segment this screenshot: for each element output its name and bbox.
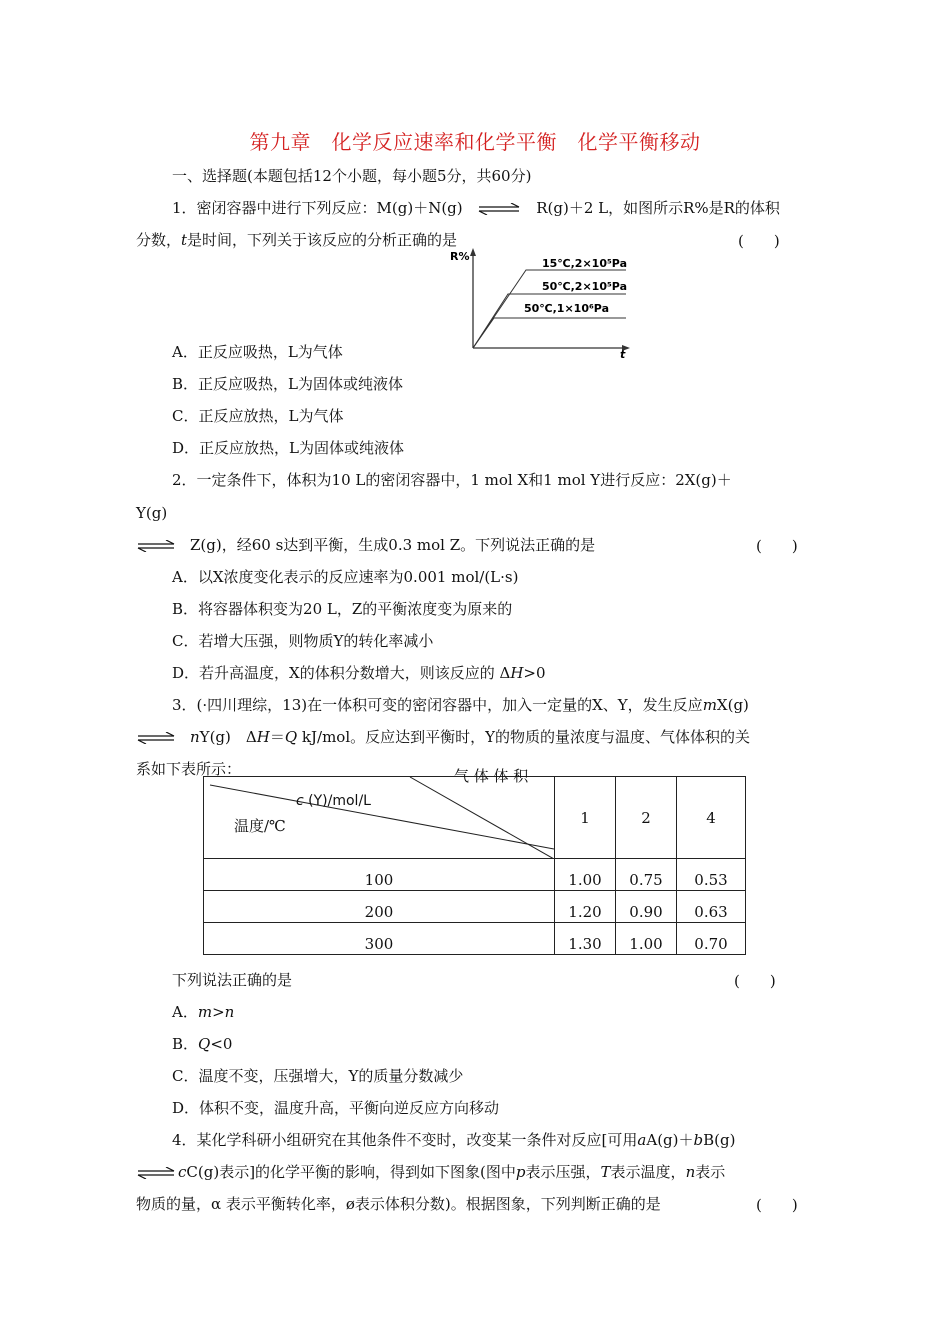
q3-line-1: 3．(·四川理综，13)在一体积可变的密闭容器中，加入一定量的X、Y，发生反应mX(g)	[172, 696, 749, 714]
q1-chart	[446, 248, 636, 360]
header-concentration-label: c (Y)/mol/L	[296, 793, 371, 809]
q4-line-1: 4．某化学科研小组研究在其他条件不变时，改变某一条件对反应[可用aA(g)＋bB(g)	[172, 1131, 736, 1149]
q3-option-a: A．m>n	[172, 1003, 235, 1021]
q3-answer-blank: ( )	[734, 972, 776, 990]
q2-option-d: D．若升高温度，X的体积分数增大，则该反应的 ΔH>0	[172, 664, 546, 682]
q3-line-2: nY(g) ΔH＝Q kJ/mol。反应达到平衡时，Y的物质的量浓度与温度、气体体积的关	[136, 727, 750, 747]
q3-option-d: D．体积不变，温度升高，平衡向逆反应方向移动	[172, 1099, 500, 1117]
curve-label-3: 50℃,1×10⁶Pa	[524, 302, 609, 315]
q2-option-a: A．以X浓度变化表示的反应速率为0.001 mol/(L·s)	[172, 568, 519, 586]
q4-line-2: cC(g)表示]的化学平衡的影响，得到如下图象(图中p表示压强，T表示温度，n表示	[136, 1162, 725, 1182]
q3-option-c: C．温度不变，压强增大，Y的质量分数减少	[172, 1067, 464, 1085]
section-heading: 一、选择题(本题包括12个小题，每小题5分，共60分)	[172, 167, 532, 185]
q3-data-table	[203, 767, 746, 955]
header-temperature-label: 温度/℃	[234, 817, 286, 835]
q2-line-2: Y(g)	[136, 504, 168, 522]
volume-2: 2	[616, 777, 677, 859]
page-title: 第九章 化学反应速率和化学平衡 化学平衡移动	[249, 130, 701, 154]
equilibrium-arrow-icon	[136, 540, 176, 552]
q4-answer-blank: ( )	[756, 1196, 798, 1214]
q2-option-c: C．若增大压强，则物质Y的转化率减小	[172, 632, 434, 650]
table-header-diagonal-cell	[204, 767, 555, 859]
q1-option-c: C．正反应放热，L为气体	[172, 407, 344, 425]
q3-line-3: 系如下表所示：	[136, 760, 242, 778]
chart-x-label: t	[620, 348, 626, 360]
q1-line-1: 1．密闭容器中进行下列反应：M(g)＋N(g) R(g)＋2 L，如图所示R%是R的体积	[172, 199, 780, 217]
equilibrium-arrow-icon	[136, 732, 176, 744]
q3-option-b: B．Q<0	[172, 1035, 233, 1053]
curve-50c-1e6pa	[473, 318, 626, 348]
header-volume-label: 气 体 体 积	[454, 767, 529, 785]
curve-label-2: 50℃,2×10⁵Pa	[542, 280, 627, 293]
q2-line-1: 2．一定条件下，体积为10 L的密闭容器中，1 mol X和1 mol Y进行反应：2X(g)＋	[172, 471, 732, 489]
equilibrium-arrow-icon	[477, 203, 521, 215]
equilibrium-arrow-icon	[136, 1167, 176, 1179]
q2-line-3: Z(g)，经60 s达到平衡，生成0.3 mol Z。下列说法正确的是	[136, 535, 595, 555]
q1-option-a: A．正反应吸热，L为气体	[172, 343, 343, 361]
table-row: 300 1.30 1.00 0.70	[204, 923, 746, 955]
q1-answer-blank: ( )	[738, 232, 780, 250]
q1-option-b: B．正反应吸热，L为固体或纯液体	[172, 375, 403, 393]
chart-y-label: R%	[450, 250, 470, 263]
q2-option-b: B．将容器体积变为20 L，Z的平衡浓度变为原来的	[172, 600, 513, 618]
volume-1: 1	[555, 777, 616, 859]
table-row: 200 1.20 0.90 0.63	[204, 891, 746, 923]
curve-label-1: 15℃,2×10⁵Pa	[542, 257, 627, 270]
q1-option-d: D．正反应放热，L为固体或纯液体	[172, 439, 404, 457]
q3-question: 下列说法正确的是	[172, 971, 293, 989]
table-row: 100 1.00 0.75 0.53	[204, 859, 746, 891]
volume-4: 4	[677, 777, 746, 859]
q2-answer-blank: ( )	[756, 537, 798, 555]
q4-line-3: 物质的量，α 表示平衡转化率，ø表示体积分数)。根据图象，下列判断正确的是	[136, 1195, 661, 1213]
q1-line-2: 分数，t是时间，下列关于该反应的分析正确的是	[136, 231, 458, 249]
